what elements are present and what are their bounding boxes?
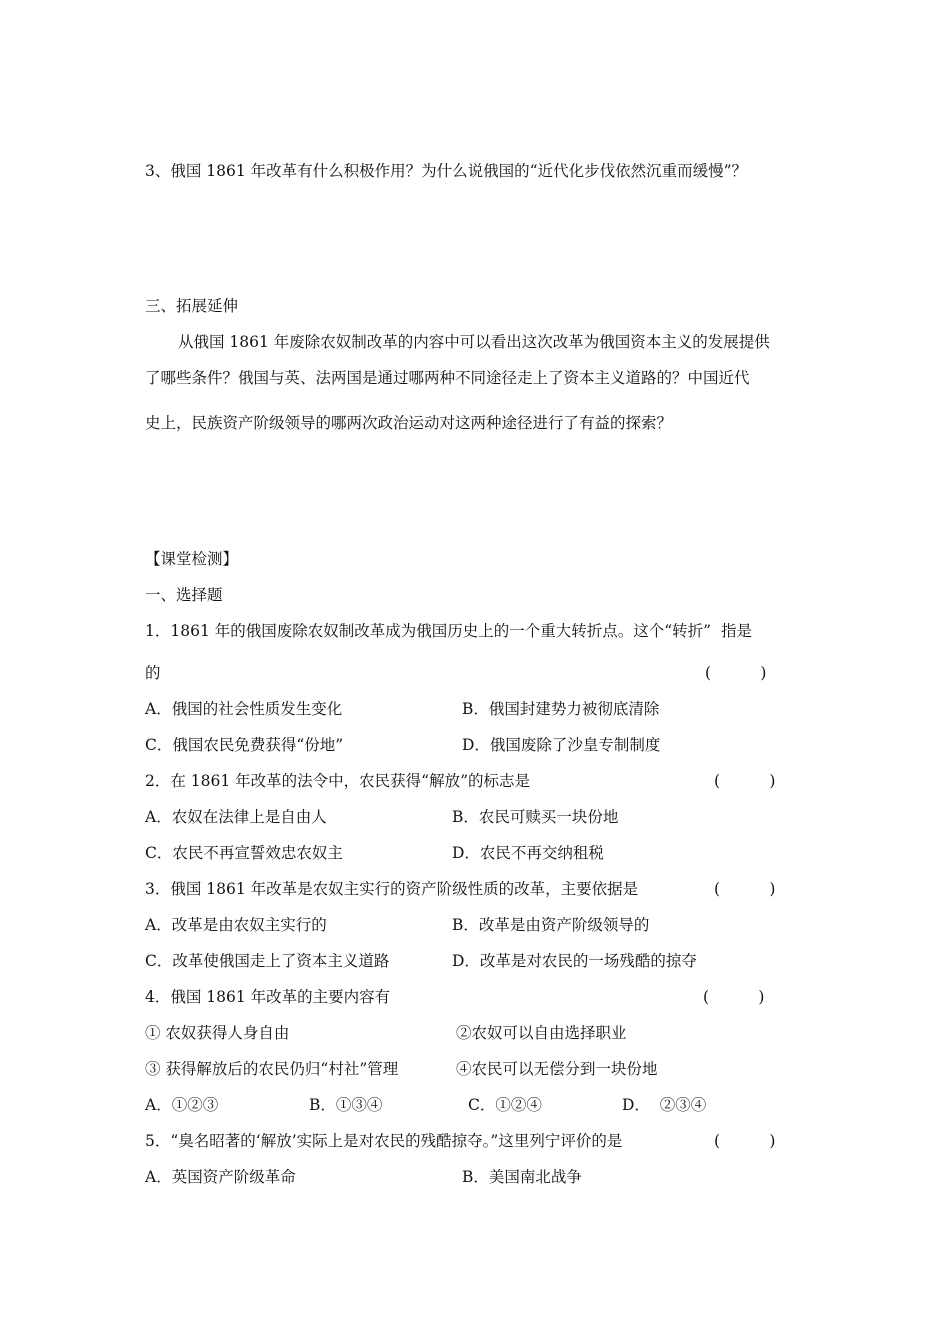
q3-stem: 3．俄国 1861 年改革是农奴主实行的资产阶级性质的改革，主要依据是: [145, 880, 639, 898]
q5-option-a: A．英国资产阶级革命: [145, 1168, 296, 1186]
q2-option-d: D．农民不再交纳租税: [452, 844, 604, 862]
q5-stem: 5．“臭名昭著的‘解放’实际上是对农民的残酷掠夺。”这里列宁评价的是: [145, 1132, 623, 1150]
q4-option-b: B．①③④: [309, 1096, 383, 1114]
question-3: 3、俄国 1861 年改革有什么积极作用？为什么说俄国的“近代化步伐依然沉重而缓慢”？: [145, 162, 748, 180]
q2-answer-paren: ( ): [714, 772, 776, 790]
classroom-check-title: 【课堂检测】: [145, 550, 239, 568]
q2-option-b: B．农民可赎买一块份地: [452, 808, 619, 826]
choice-section-title: 一、选择题: [145, 586, 223, 604]
q5-option-b: B．美国南北战争: [462, 1168, 582, 1186]
q3-option-b: B．改革是由资产阶级领导的: [452, 916, 650, 934]
q1-answer-paren: ( ): [705, 664, 767, 682]
q1-option-a: A．俄国的社会性质发生变化: [145, 700, 343, 718]
extension-line-1: 从俄国 1861 年废除农奴制改革的内容中可以看出这次改革为俄国资本主义的发展提供: [178, 333, 770, 351]
q4-item-3: ③ 获得解放后的农民仍归“村社”管理: [145, 1060, 399, 1078]
q4-option-d: D． ②③④: [622, 1096, 707, 1114]
q1-stem: 1．1861 年的俄国废除农奴制改革成为俄国历史上的一个重大转折点。这个“转折” 指是: [145, 622, 752, 640]
q4-stem: 4．俄国 1861 年改革的主要内容有: [145, 988, 391, 1006]
q4-option-a: A．①②③: [145, 1096, 219, 1114]
q1-option-b: B．俄国封建势力被彻底清除: [462, 700, 660, 718]
q4-answer-paren: ( ): [703, 988, 765, 1006]
extension-line-3: 史上，民族资产阶级领导的哪两次政治运动对这两种途径进行了有益的探索？: [145, 414, 673, 432]
q2-stem: 2．在 1861 年改革的法令中，农民获得“解放”的标志是: [145, 772, 531, 790]
q3-option-d: D．改革是对农民的一场残酷的掠夺: [452, 952, 697, 970]
q4-item-1: ① 农奴获得人身自由: [145, 1024, 290, 1042]
q4-item-4: ④农民可以无偿分到一块份地: [456, 1060, 658, 1078]
q1-option-d: D．俄国废除了沙皇专制制度: [462, 736, 661, 754]
q4-item-2: ②农奴可以自由选择职业: [456, 1024, 627, 1042]
q1-stem-cont: 的: [145, 664, 161, 682]
q1-option-c: C．俄国农民免费获得“份地”: [145, 736, 344, 754]
q4-option-c: C．①②④: [468, 1096, 542, 1114]
q2-option-a: A．农奴在法律上是自由人: [145, 808, 327, 826]
extension-line-2: 了哪些条件？俄国与英、法两国是通过哪两种不同途径走上了资本主义道路的？中国近代: [145, 369, 750, 387]
q5-answer-paren: ( ): [714, 1132, 776, 1150]
q3-option-a: A．改革是由农奴主实行的: [145, 916, 327, 934]
q3-answer-paren: ( ): [714, 880, 776, 898]
q3-option-c: C．改革使俄国走上了资本主义道路: [145, 952, 390, 970]
section-title-extension: 三、拓展延伸: [145, 297, 239, 315]
q2-option-c: C．农民不再宣誓效忠农奴主: [145, 844, 343, 862]
